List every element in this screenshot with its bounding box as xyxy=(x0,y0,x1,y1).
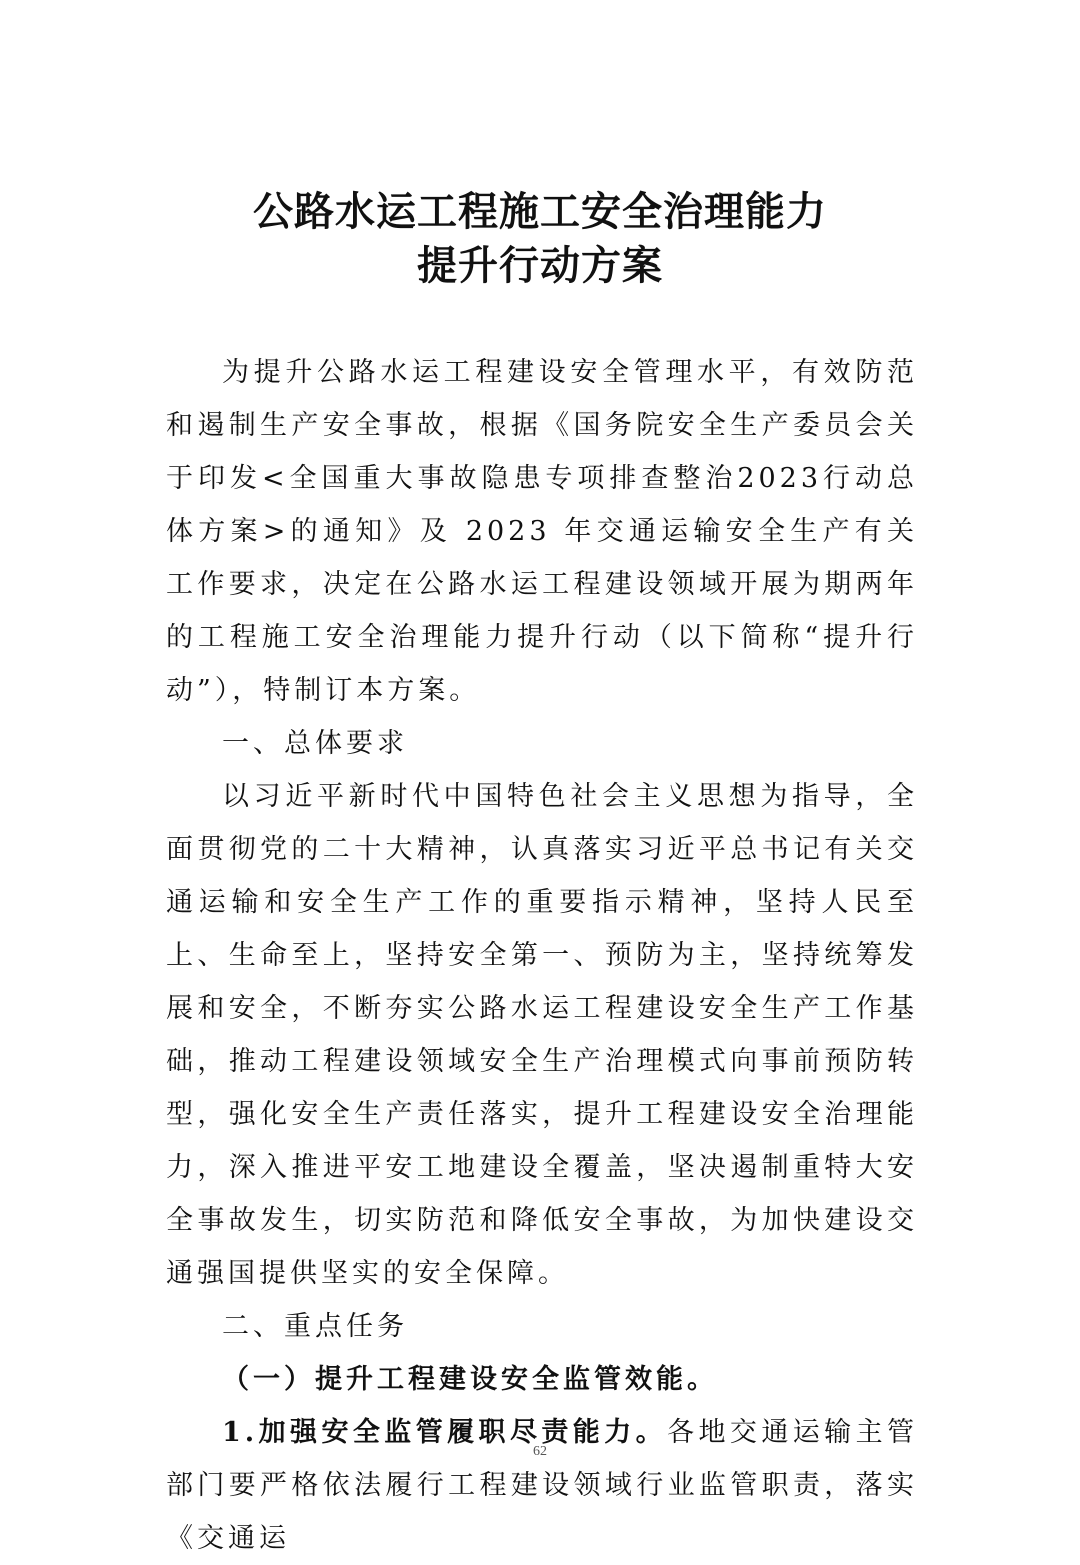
document-title-line-1: 公路水运工程施工安全治理能力 xyxy=(253,189,827,235)
general-requirements-paragraph: 以习近平新时代中国特色社会主义思想为指导，全面贯彻党的二十大精神，认真落实习近平总书记有关交通运输和安全生产工作的重要指示精神，坚持人民至上、生命至上，坚持安全第一、预防为主，坚持统筹发展和安全，不断夯实公路水运工程建设安全生产工作基础，推动工程建设领域安全生产治理模式向事前预防转型，强化安全生产责任落实，提升工程建设安全治理能力，深入推进平安工地建设全覆盖，坚决遏制重特大安全事故发生，切实防范和降低安全事故，为加快建设交通强国提供坚实的安全保障。 xyxy=(166,781,918,1289)
section-heading-key-tasks: 二、重点任务 xyxy=(222,1311,408,1342)
document-body xyxy=(166,346,918,1565)
section-heading-general-requirements: 一、总体要求 xyxy=(222,728,408,759)
item-1-lead: 1.加强安全监管履职尽责能力。 xyxy=(222,1417,668,1448)
page-number: 62 xyxy=(533,1444,547,1459)
item-1-body: 各地交通运输主管部门要严格依法履行工程建设领域行业监管职责，落实《交通运 xyxy=(166,1417,918,1554)
intro-paragraph: 为提升公路水运工程建设安全管理水平，有效防范和遏制生产安全事故，根据《国务院安全生产委员会关于印发<全国重大事故隐患专项排查整治2023行动总体方案>的通知》及 2023 年交通运输安全生产有关工作要求，决定在公路水运工程建设领域开展为期两年的工程施工安全治理能力提升行动（以下简称“提升行动”），特制订本方案。 xyxy=(166,357,918,706)
document-title-line-2: 提升行动方案 xyxy=(417,243,663,289)
item-1-paragraph xyxy=(166,1406,918,1565)
subsection-heading-supervision: （一）提升工程建设安全监管效能。 xyxy=(222,1364,718,1395)
